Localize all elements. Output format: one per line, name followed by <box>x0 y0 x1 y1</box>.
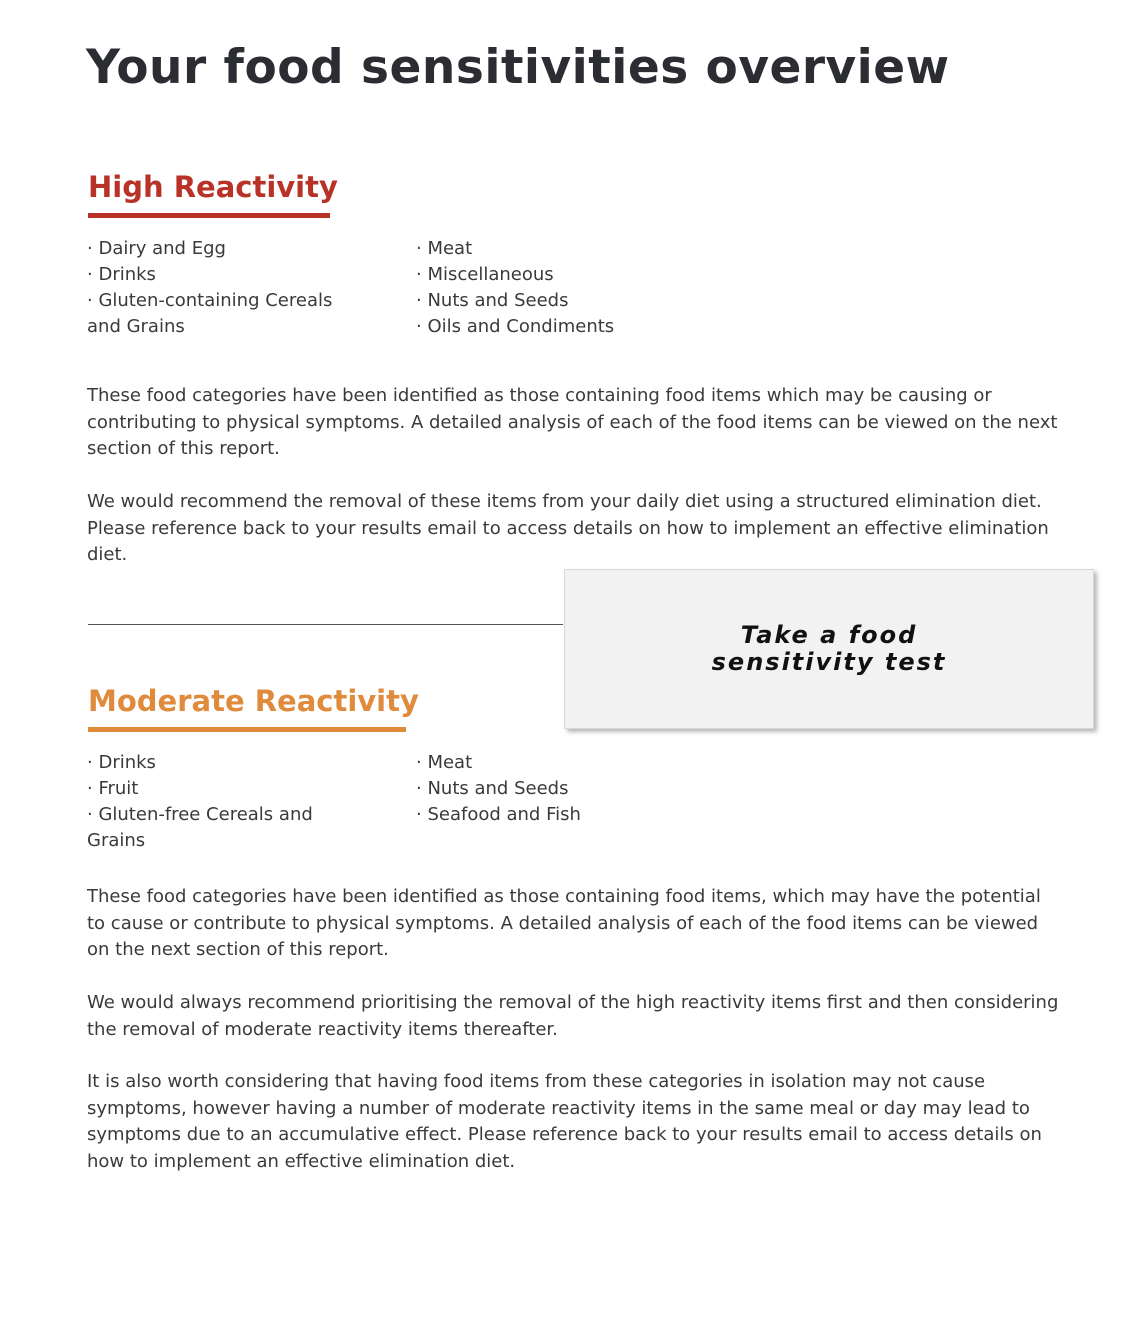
list-item: · Miscellaneous <box>416 262 716 288</box>
list-item: · Oils and Condiments <box>416 314 716 340</box>
high-reactivity-heading: High Reactivity <box>88 170 338 204</box>
list-item: · Drinks <box>87 262 367 288</box>
high-reactivity-recommendation: We would recommend the removal of these items from your daily diet using a structured elimination diet. Please reference back to your results email to access details on how to implement an effective elimination diet. <box>87 491 1049 565</box>
moderate-reactivity-list-column-1 <box>87 750 349 854</box>
moderate-reactivity-heading: Moderate Reactivity <box>88 684 419 718</box>
moderate-reactivity-accumulative-note: It is also worth considering that having food items from these categories in isolation may not cause symptoms, however having a number of moderate reactivity items in the same meal or day may lead to symptoms due to an accumulative effect. Please reference back to your results email to access details on how to implement an effective elimination diet. <box>87 1071 1042 1172</box>
page-title: Your food sensitivities overview <box>86 40 950 95</box>
take-test-label[interactable]: Take a food sensitivity test <box>711 621 947 676</box>
moderate-reactivity-priority-note: We would always recommend prioritising the removal of the high reactivity items first and then considering the removal of moderate reactivity items thereafter. <box>87 992 1059 1040</box>
list-item: · Nuts and Seeds <box>416 776 716 802</box>
list-item: · Nuts and Seeds <box>416 288 716 314</box>
list-item: · Gluten-free Cereals and Grains <box>87 802 349 854</box>
moderate-reactivity-list-column-2 <box>416 750 716 828</box>
take-test-button[interactable] <box>564 569 1094 729</box>
list-item: · Meat <box>416 750 716 776</box>
list-item: · Seafood and Fish <box>416 802 716 828</box>
list-item: · Drinks <box>87 750 349 776</box>
list-item: · Dairy and Egg <box>87 236 367 262</box>
section-divider <box>88 624 563 625</box>
high-reactivity-list-column-2 <box>416 236 716 340</box>
high-reactivity-list-column-1 <box>87 236 367 340</box>
list-item: · Gluten-containing Cereals and Grains <box>87 288 367 340</box>
high-reactivity-underline <box>88 213 330 218</box>
moderate-reactivity-description: These food categories have been identified as those containing food items, which may have the potential to cause or contribute to physical symptoms. A detailed analysis of each of the food items can be viewed on the next section of this report. <box>87 886 1041 960</box>
high-reactivity-description: These food categories have been identified as those containing food items which may be causing or contributing to physical symptoms. A detailed analysis of each of the food items can be viewed on the next section of this report. <box>87 385 1058 459</box>
list-item: · Fruit <box>87 776 349 802</box>
moderate-reactivity-underline <box>88 727 406 732</box>
list-item: · Meat <box>416 236 716 262</box>
